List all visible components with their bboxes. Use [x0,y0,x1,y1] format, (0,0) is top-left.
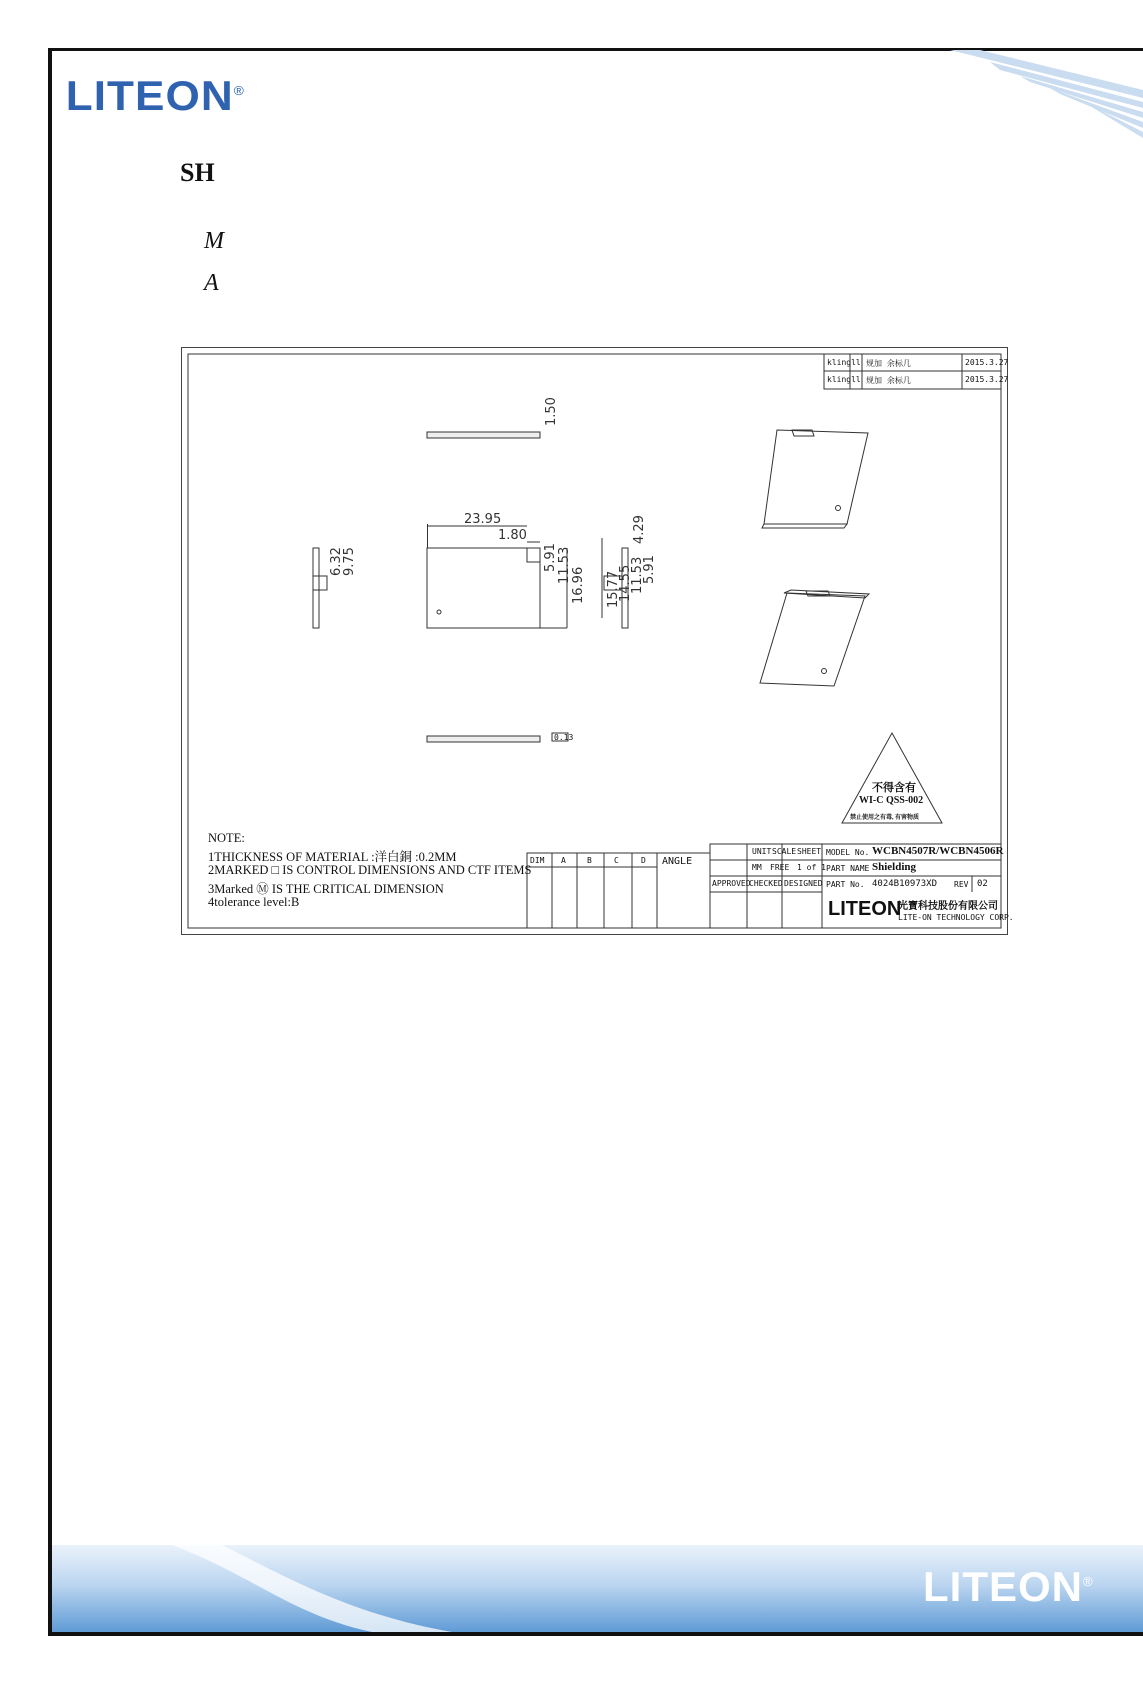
approved-label: APPROVED [712,879,751,888]
dim-15-77: 15.77 [606,570,621,608]
line-2: A [204,270,219,296]
shielding-drawing [181,347,1014,935]
company-cn: 光寶科技股份有限公司 [898,901,998,912]
company-en: LITE-ON TECHNOLOGY CORP. [898,913,1014,922]
rev-label: REV [954,880,969,889]
dim-14-55: 14.55 [618,564,633,602]
tol-header-a: A [561,856,566,865]
dim-0-13: 0.13 [554,733,574,742]
designed-label: DESIGNED [784,879,823,888]
rev-date-1: 2015.3.27 [965,358,1009,367]
sheet-value: 1 of 1 [797,863,826,872]
note-heading: NOTE: [208,831,245,845]
part-no-label: PART No. [826,880,865,889]
tol-header-c: C [614,856,619,865]
note-4: 4tolerance level:B [208,895,300,909]
dim-5-91-b: 5.91 [642,555,657,584]
rev-note-2: 规加 余标几 [866,376,911,385]
tol-header-dim: DIM [530,856,545,865]
dim-11-53-a: 11.53 [557,546,572,584]
dim-11-53-b: 11.53 [630,556,645,594]
part-name-value: Shielding [872,861,917,873]
dim-9-75: 9.75 [342,547,357,576]
angle-label: ANGLE [662,856,693,867]
model-value: WCBN4507R/WCBN4506R [872,845,1004,857]
rev-value: 02 [977,879,988,889]
tol-header-d: D [641,856,646,865]
dim-4-29: 4.29 [632,515,647,544]
note-3: 3Marked Ⓜ IS THE CRITICAL DIMENSION [208,882,444,896]
sheet-label: SHEET [797,847,822,856]
dim-23-95: 23.95 [464,512,502,527]
liteon-logo-top: LITEON® [65,72,245,119]
part-no-value: 4024B10973XD [872,879,938,889]
liteon-logo-bottom: LITEON® [923,1563,1094,1610]
note-1: 1THICKNESS OF MATERIAL :洋白銅 :0.2MM [208,850,457,864]
rev-name-2: klingll [827,375,861,384]
tol-header-b: B [587,856,592,865]
dim-16-96: 16.96 [571,566,586,604]
model-label: MODEL No. [826,848,870,857]
warning-line-1: 不得含有 [872,782,916,794]
scale-value: FREE [770,863,790,872]
rev-name-1: klingll [827,358,861,367]
header-stripes [950,50,1143,140]
unit-value: MM [752,863,762,872]
warning-line-3: 禁止使用之有毒, 有害物质 [850,815,920,821]
dim-1-50: 1.50 [544,397,559,426]
footer-swoosh [52,1545,452,1632]
rev-note-1: 规加 余标几 [866,359,911,368]
dim-5-91: 5.91 [543,543,558,572]
dim-1-80: 1.80 [498,528,527,543]
rev-date-2: 2015.3.27 [965,375,1009,384]
unit-label: UNIT [752,847,772,856]
warning-line-2: WI-C QSS-002 [859,795,924,806]
note-2: 2MARKED □ IS CONTROL DIMENSIONS AND CTF ITEMS [208,863,532,877]
section-title: SH [180,158,215,187]
checked-label: CHECKED [749,879,783,888]
dim-6-32: 6.32 [329,547,344,576]
scale-label: SCALE [772,847,797,856]
line-1: M [204,228,224,254]
company-logo: LITEON [828,898,902,920]
part-name-label: PART NAME [826,864,870,873]
